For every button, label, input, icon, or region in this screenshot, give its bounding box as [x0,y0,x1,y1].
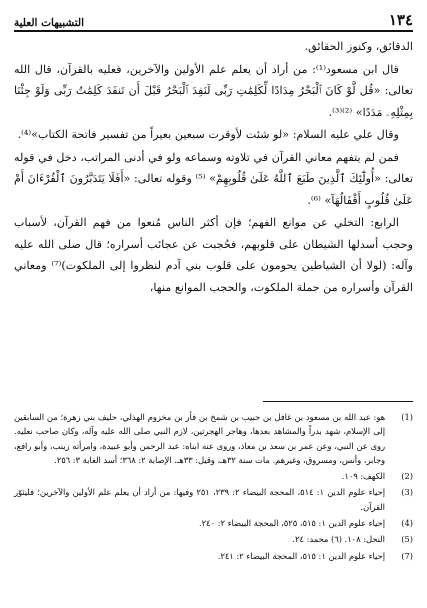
footnote-text: هو: عبد الله بن مسعود بن غافل بن حبيب بن شمخ بن فأر بن مخزوم الهذلي، حليف بني زهرة؛ من السابقين إلى الإسلام، شهد بدراً والمشاهد بعدها، وهاجر الهجرتين، لازم النبي صلى الله عليه وآله، وكان صاحب نعليه. روى عن النبي، وعن عمر بن سعد بن معاذ، وروى عنه ابناه: عبد الرحمن وأبو عبيدة، وامرأته زينب، وأبو رافع، وجابر، وأنس، ومسروق، وغيرهم. مات سنة ٣٢هـ، وقيل: ٣٣هـ. الإصابة ٢: ٣٦٨؛ أسد الغابة ٣: ٢٥٦. [14,412,385,465]
footnote-item [14,469,413,483]
page-number: ١٣٤ [388,11,413,29]
footnote-text: إحياء علوم الدين ١: ٥١٥، ٥٢٥، المحجة البيضاء ٢: ٢٤٠. [199,518,385,529]
paragraph: قال ابن مسعود⁽¹⁾: من أراد أن يعلم علم الأولين والآخرين، فعليه بالقرآن، قال الله تعالى: «قُل لَّوْ كَانَ ٱلْبَحْرُ مِدَادًا لِّكَلِمَٰتِ رَبِّى لَنَفِدَ ٱلْبَحْرُ قَبْلَ أَن تَنفَدَ كَلِمَٰتُ رَبِّى وَلَوْ جِئْنَا بِمِثْلِهِۦ مَدَدًا» ⁽²⁾⁽³⁾. [14,62,413,119]
footnote-separator [263,401,413,402]
footnote-number: (1) [401,412,413,422]
footnote-item [14,532,413,546]
footnote-number: (7) [401,550,413,561]
footnote-item [14,485,413,514]
header-rule [14,30,413,32]
paragraph: وقال علي عليه السلام: «لو شئت لأوقرت سبعين بعيراً من تفسير فاتحة الكتاب»⁽⁴⁾. [17,128,399,141]
footnote-number: (4) [401,518,413,529]
footnote-item [14,410,413,467]
footnote-text: إحياء علوم الدين ١: ٥١٤، المحجة البيضاء ٢: ٢٣٩، ٢٥١ وفيها: من أراد أن يعلم علم الأولين والآخرين؛ فليثوّر القرآن. [14,487,385,512]
paragraph: الدقائق، وكنوز الحقائق. [304,40,413,53]
footnote-number: (2) [401,471,413,482]
paragraph: الرابع: التخلي عن موانع الفهم؛ فإن أكثر الناس مُنعوا من فهم القرآن، لأسباب وحجب أسدلها الشيطان على قلوبهم، فحُجبت عن عجائب أسراره؛ قال صلى الله عليه وآله: (لولا أن الشياطين يحومون على قلوب بني آدم لنظروا إلى الملكوت)⁽⁷⁾ ومعاني القرآن وأسراره من جملة الملكوت، والحجب الموانع منها، [14,216,413,294]
main-text [14,36,413,298]
footnote-item [14,549,413,563]
running-title: التشبيهات العلية [14,16,85,29]
footnote-text: الكهف: ١٠٩. [341,471,385,482]
footnote-text: النحل: ١٠٨. (٦) محمد: ٢٤. [292,534,385,545]
paragraph: فمن لم يتفهم معاني القرآن في تلاوته وسماعه ولو في أدنى المراتب، دخل في قوله تعالى: «أُولَٰٓئِكَ ٱلَّذِينَ طَبَعَ ٱللَّهُ عَلَىٰ قُلُوبِهِمْ» ⁽⁵⁾ وقوله تعالى: «أَفَلَا يَتَدَبَّرُونَ ٱلْقُرْءَانَ أَمْ عَلَىٰ قُلُوبٍ أَقْفَالُهَآ» ⁽⁶⁾. [14,150,414,207]
footnote-number: (5) [401,534,413,545]
footnotes [14,410,413,565]
footnote-item [14,516,413,530]
page-header [14,6,413,28]
footnote-number: (3) [401,487,413,498]
footnote-text: إحياء علوم الدين ١: ٥١٥، المحجة البيضاء ٢: ٢٤١. [217,550,385,561]
